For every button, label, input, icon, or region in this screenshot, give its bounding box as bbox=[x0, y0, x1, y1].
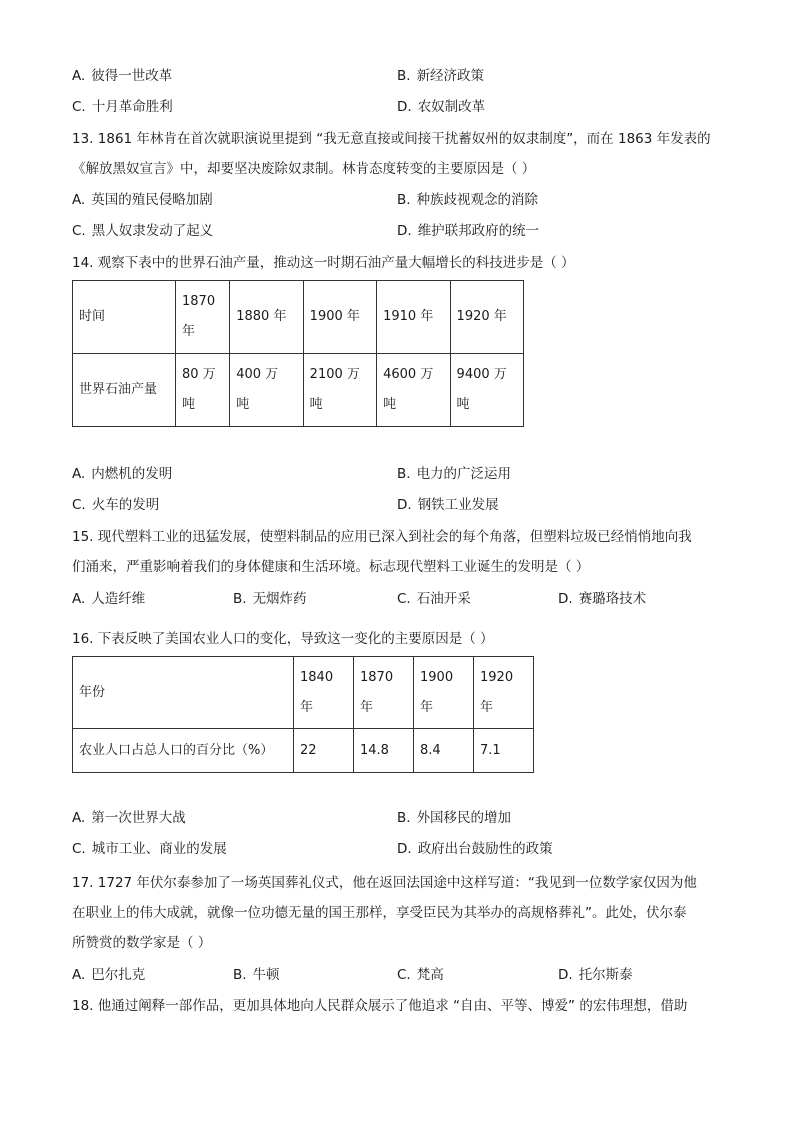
q17-stem-line2: 在职业上的伟大成就，就像一位功德无量的国王那样，享受臣民为其举办的高规格葬礼”。此处，伏尔泰 bbox=[72, 905, 687, 921]
q16-cell-percent: 14.8 bbox=[354, 729, 414, 773]
q14-cell-year: 1880 年 bbox=[230, 281, 303, 354]
q14-cell-year: 1910 年 bbox=[377, 281, 450, 354]
q17-option-c[interactable]: C. 梵高 bbox=[397, 967, 444, 983]
q17-stem-line1: 17. 1727 年伏尔泰参加了一场英国葬礼仪式，他在返回法国途中这样写道：“我见到一位数学家仅因为他 bbox=[72, 875, 697, 891]
q14-row-time bbox=[73, 281, 524, 354]
q16-cell-percent: 8.4 bbox=[414, 729, 474, 773]
q14-option-b[interactable]: B. 电力的广泛运用 bbox=[397, 466, 512, 482]
q17-option-a[interactable]: A. 巴尔扎克 bbox=[72, 967, 146, 983]
q16-option-d[interactable]: D. 政府出台鼓励性的政策 bbox=[397, 841, 553, 857]
q15-option-b[interactable]: B. 无烟炸药 bbox=[233, 591, 307, 607]
q17-option-b[interactable]: B. 牛顿 bbox=[233, 967, 280, 983]
q16-stem: 16. 下表反映了美国农业人口的变化，导致这一变化的主要原因是（ ） bbox=[72, 631, 494, 647]
q16-row-year bbox=[73, 657, 534, 729]
q16-cell-percent-head: 农业人口占总人口的百分比（%） bbox=[73, 729, 294, 773]
q18-stem-line1: 18. 他通过阐释一部作品，更加具体地向人民群众展示了他追求 “自由、平等、博爱” 的宏伟理想，借助 bbox=[72, 998, 688, 1014]
q15-option-c[interactable]: C. 石油开采 bbox=[397, 591, 471, 607]
q17-option-d[interactable]: D. 托尔斯泰 bbox=[558, 967, 633, 983]
q16-cell-year: 1900 年 bbox=[414, 657, 474, 729]
q12-option-c[interactable]: C. 十月革命胜利 bbox=[72, 99, 173, 115]
q14-stem: 14. 观察下表中的世界石油产量，推动这一时期石油产量大幅增长的科技进步是（ ） bbox=[72, 255, 575, 271]
q14-cell-output: 2100 万 吨 bbox=[303, 354, 376, 427]
q13-option-b[interactable]: B. 种族歧视观念的消除 bbox=[397, 192, 539, 208]
q15-option-a[interactable]: A. 人造纤维 bbox=[72, 591, 146, 607]
q16-cell-percent: 7.1 bbox=[474, 729, 534, 773]
q16-option-c[interactable]: C. 城市工业、商业的发展 bbox=[72, 841, 227, 857]
q14-oil-table bbox=[72, 280, 524, 427]
q16-population-table bbox=[72, 656, 534, 773]
q13-stem-line2: 《解放黑奴宣言》中，却要坚决废除奴隶制。林肯态度转变的主要原因是（ ） bbox=[72, 161, 536, 177]
q17-stem-line3: 所赞赏的数学家是（ ） bbox=[72, 935, 212, 951]
q16-cell-year: 1870 年 bbox=[354, 657, 414, 729]
q15-stem-line1: 15. 现代塑料工业的迅猛发展，使塑料制品的应用已深入到社会的每个角落，但塑料垃圾已经悄悄地向我 bbox=[72, 529, 692, 545]
q14-option-c[interactable]: C. 火车的发明 bbox=[72, 497, 160, 513]
q14-cell-year: 1870 年 bbox=[176, 281, 230, 354]
q16-option-b[interactable]: B. 外国移民的增加 bbox=[397, 810, 512, 826]
q14-option-d[interactable]: D. 钢铁工业发展 bbox=[397, 497, 499, 513]
q14-cell-year: 1900 年 bbox=[303, 281, 376, 354]
q15-stem-line2: 们涌来，严重影响着我们的身体健康和生活环境。标志现代塑料工业诞生的发明是（ ） bbox=[72, 559, 590, 575]
q14-row-output bbox=[73, 354, 524, 427]
q16-cell-year-head: 年份 bbox=[73, 657, 294, 729]
q14-cell-output: 4600 万 吨 bbox=[377, 354, 450, 427]
q14-cell-output: 80 万 吨 bbox=[176, 354, 230, 427]
q14-cell-output: 400 万 吨 bbox=[230, 354, 303, 427]
q13-option-a[interactable]: A. 英国的殖民侵略加剧 bbox=[72, 192, 213, 208]
q13-option-c[interactable]: C. 黑人奴隶发动了起义 bbox=[72, 223, 214, 239]
q16-option-a[interactable]: A. 第一次世界大战 bbox=[72, 810, 186, 826]
q14-cell-year: 1920 年 bbox=[450, 281, 523, 354]
q16-row-percent bbox=[73, 729, 534, 773]
q14-cell-output-head: 世界石油产量 bbox=[73, 354, 176, 427]
q13-stem-line1: 13. 1861 年林肯在首次就职演说里提到 “我无意直接或间接干扰蓄奴州的奴隶制度”，而在 1863 年发表的 bbox=[72, 131, 711, 147]
q12-option-d[interactable]: D. 农奴制改革 bbox=[397, 99, 486, 115]
q12-option-b[interactable]: B. 新经济政策 bbox=[397, 68, 485, 84]
q16-cell-year: 1920 年 bbox=[474, 657, 534, 729]
q14-option-a[interactable]: A. 内燃机的发明 bbox=[72, 466, 173, 482]
q16-cell-year: 1840 年 bbox=[294, 657, 354, 729]
q14-cell-time-head: 时间 bbox=[73, 281, 176, 354]
q15-option-d[interactable]: D. 赛璐珞技术 bbox=[558, 591, 647, 607]
q12-option-a[interactable]: A. 彼得一世改革 bbox=[72, 68, 173, 84]
q14-cell-output: 9400 万 吨 bbox=[450, 354, 523, 427]
q16-cell-percent: 22 bbox=[294, 729, 354, 773]
q13-option-d[interactable]: D. 维护联邦政府的统一 bbox=[397, 223, 540, 239]
